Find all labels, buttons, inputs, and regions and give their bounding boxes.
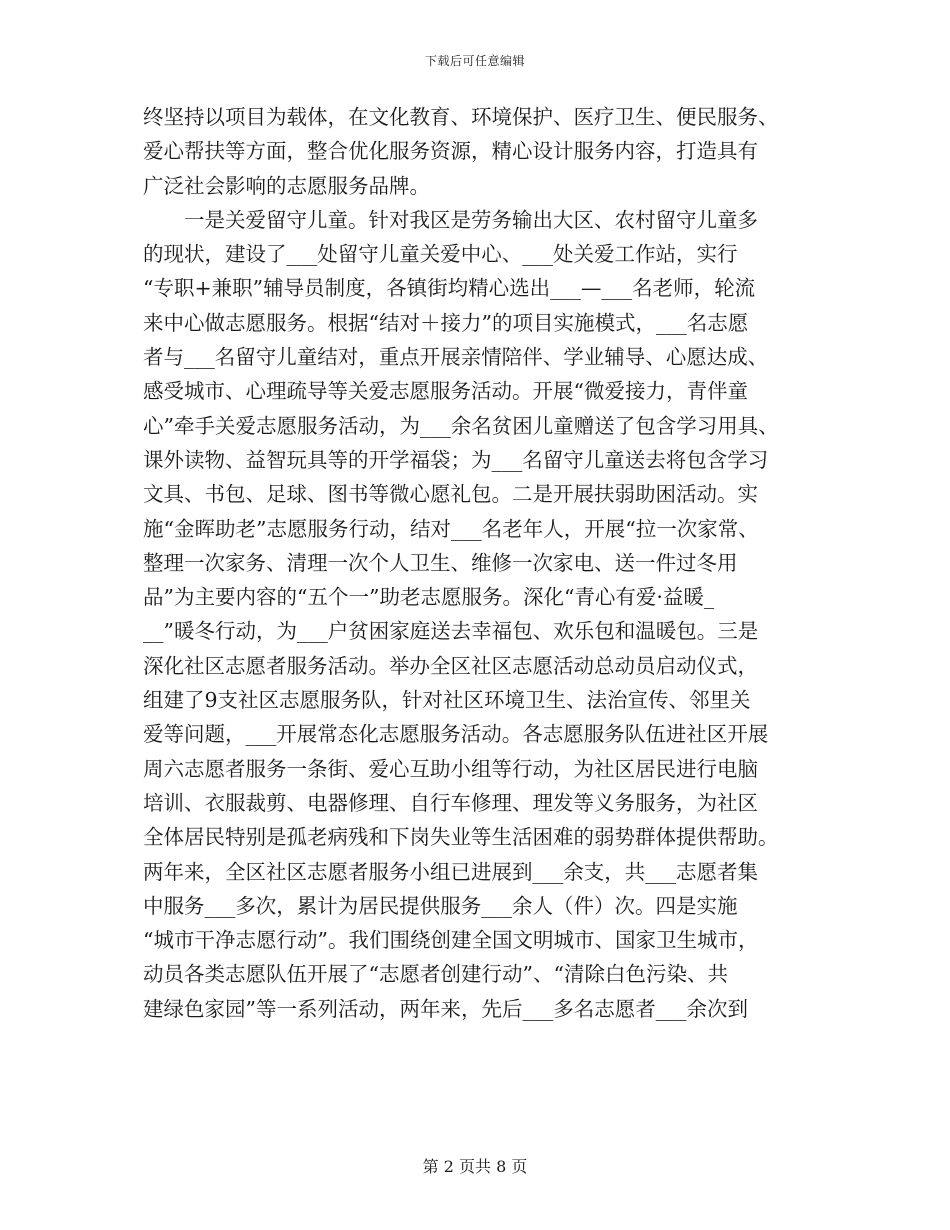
text-line: 爱心帮扶等方面，整合优化服务资源，精心设计服务内容，打造具有 [143, 139, 758, 164]
text-line: 两年来，全区社区志愿者服务小组已进展到___余支，共___志愿者集 [143, 859, 758, 884]
text-line: 者与___名留守儿童结对，重点开展亲情陪伴、学业辅导、心愿达成、 [143, 345, 769, 370]
text-line: 建绿色家园”等一系列活动，两年来，先后___多名志愿者___余次到 [143, 996, 748, 1021]
document-body [143, 100, 823, 1026]
text-line: “城市干净志愿行动”。我们围绕创建全国文明城市、国家卫生城市， [143, 928, 759, 953]
page-header: 下载后可任意编辑 [424, 54, 525, 68]
text-line: __”暖冬行动，为___户贫困家庭送去幸福包、欢乐包和温暖包。三是 [143, 619, 759, 644]
text-line: 中服务___多次，累计为居民提供服务___余人（件）次。四是实施 [143, 893, 738, 918]
text-line: 广泛社会影响的志愿服务品牌。 [143, 173, 430, 198]
text-line: 来中心做志愿服务。根据“结对＋接力”的项目实施模式，___名志愿 [143, 310, 749, 335]
text-line: 品”为主要内容的“五个一”助老志愿服务。深化“青心有爱·益暖_ [143, 585, 715, 610]
text-line: 一是关爱留守儿童。针对我区是劳务输出大区、农村留守儿童多 [143, 207, 758, 232]
text-line: 心”牵手关爱志愿服务活动，为___余名贫困儿童赠送了包含学习用具、 [143, 413, 779, 438]
text-line: 的现状，建设了___处留守儿童关爱中心、___处关爱工作站，实行 [143, 242, 738, 267]
text-line: 培训、衣服裁剪、电器修理、自行车修理、理发等义务服务，为社区 [143, 790, 758, 815]
text-line: 全体居民特别是孤老病残和下岗失业等生活困难的弱势群体提供帮助。 [143, 825, 779, 850]
text-line: 爱等问题，___开展常态化志愿服务活动。各志愿服务队伍进社区开展 [143, 722, 769, 747]
text-line: 深化社区志愿者服务活动。举办全区社区志愿活动总动员启动仪式， [143, 653, 758, 678]
text-line: 周六志愿者服务一条街、爱心互助小组等行动，为社区居民进行电脑 [143, 756, 758, 781]
text-line: 整理一次家务、清理一次个人卫生、维修一次家电、送一件过冬用 [143, 550, 738, 575]
text-line: “专职+兼职”辅导员制度，各镇街均精心选出___—___名老师，轮流 [143, 276, 756, 301]
text-line: 终坚持以项目为载体，在文化教育、环境保护、医疗卫生、便民服务、 [143, 105, 779, 129]
text-line: 感受城市、心理疏导等关爱志愿服务活动。开展“微爱接力，青伴童 [143, 379, 748, 404]
text-line: 施“金晖助老”志愿服务行动，结对___名老年人，开展“拉一次家常、 [143, 516, 759, 541]
text-line: 课外读物、益智玩具等的开学福袋；为___名留守儿童送去将包含学习 [143, 447, 769, 472]
text-line: 文具、书包、足球、图书等微心愿礼包。二是开展扶弱助困活动。实 [143, 482, 758, 507]
page-footer: 第 2 页共 8 页 [422, 1157, 528, 1176]
text-line: 组建了9支社区志愿服务队，针对社区环境卫生、法治宣传、邻里关 [143, 688, 751, 713]
text-line: 动员各类志愿队伍开展了“志愿者创建行动”、“清除白色污染、共 [143, 962, 728, 987]
